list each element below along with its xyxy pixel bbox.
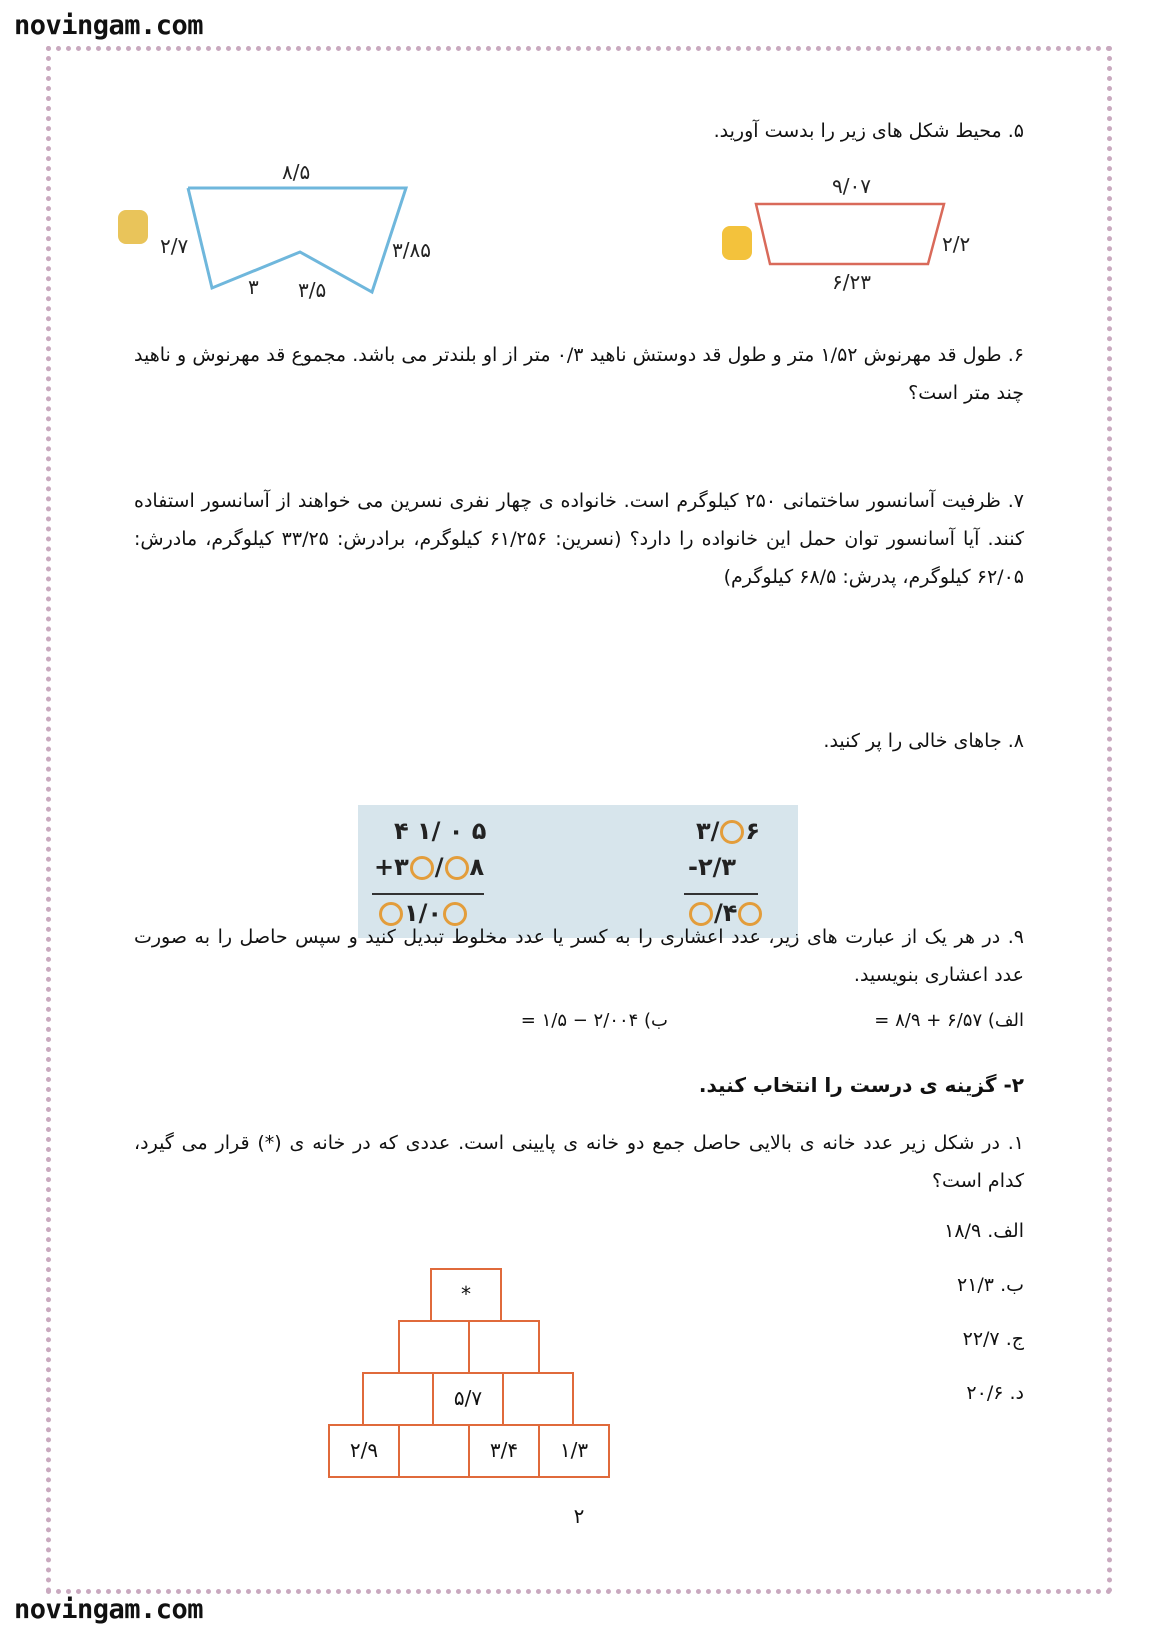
- left-shape-top-label: ۸/۵: [282, 160, 311, 184]
- pyramid-bottom-cell: ۲/۹: [328, 1424, 400, 1478]
- right-minuend: ۳/ ۶: [696, 817, 761, 845]
- left-shape-right-label: ۳/۸۵: [392, 238, 431, 262]
- pyramid-bottom-cell: ۳/۴: [468, 1424, 540, 1478]
- question-8: ۸. جاهای خالی را پر کنید.: [823, 730, 1024, 752]
- section-2-title: ۲- گزینه ی درست را انتخاب کنید.: [698, 1073, 1024, 1097]
- watermark-top: novingam.com: [14, 10, 204, 41]
- right-shape-diagram: [740, 190, 970, 280]
- question-9: ۹. در هر یک از عبارت های زیر، عدد اعشاری را به کسر یا عدد مخلوط تبدیل کنید و سپس حاصل را به صورت عدد اعشاری بنویسید.: [134, 926, 1024, 986]
- option-a: الف. ۱۸/۹: [944, 1220, 1024, 1242]
- right-difference-line: [684, 893, 758, 895]
- right-face-icon: [722, 226, 752, 260]
- left-shape-bottom-left-label: ۳: [248, 275, 259, 299]
- left-addend-1: ۴ ۱/ ۰ ۵: [394, 817, 487, 845]
- right-shape-top-label: ۹/۰۷: [832, 174, 871, 198]
- right-difference: /۴: [688, 899, 763, 927]
- option-d: د. ۲۰/۶: [966, 1382, 1024, 1404]
- pyramid-bottom-cell: [398, 1424, 470, 1478]
- pyramid-row2-cell: [468, 1320, 540, 1374]
- left-sum-line: [372, 893, 484, 895]
- section-2-question-1: ۱. در شکل زیر عدد خانه ی بالایی حاصل جمع دو خانه ی پایینی است. عددی که در خانه ی (*) قرار می گیرد، کدام است؟: [134, 1132, 1024, 1192]
- pyramid-bottom-cell: ۱/۳: [538, 1424, 610, 1478]
- watermark-bottom: novingam.com: [14, 1594, 204, 1625]
- left-sum: ۱/۰: [378, 899, 468, 927]
- question-6: ۶. طول قد مهرنوش ۱/۵۲ متر و طول قد دوستش ناهید ۰/۳ متر از او بلندتر می باشد. مجموع قد مهرنوش و ناهید چند متر است؟: [134, 344, 1024, 404]
- pyramid-row3-cell: [362, 1372, 434, 1426]
- page-number: ۲: [573, 1504, 585, 1528]
- pyramid-row3-cell: ۵/۷: [432, 1372, 504, 1426]
- left-addend-2: +۳ / ۸: [374, 853, 485, 881]
- right-shape-bottom-label: ۶/۲۳: [832, 270, 871, 294]
- left-face-icon: [118, 210, 148, 244]
- pyramid-row3-cell: [502, 1372, 574, 1426]
- right-shape-right-label: ۲/۲: [942, 232, 971, 256]
- q9-part-b: ب) ۲/۰۰۴ − ۱/۵ =: [520, 1010, 668, 1031]
- option-b: ب. ۲۱/۳: [957, 1274, 1024, 1296]
- pyramid-top-cell: *: [430, 1268, 502, 1322]
- option-c: ج. ۲۲/۷: [962, 1328, 1024, 1350]
- q9-part-a: الف) ۶/۵۷ + ۸/۹ =: [874, 1010, 1024, 1031]
- pyramid-row2-cell: [398, 1320, 470, 1374]
- left-shape-bottom-right-label: ۳/۵: [298, 278, 327, 302]
- question-5: ۵. محیط شکل های زیر را بدست آورید.: [713, 120, 1024, 142]
- right-subtrahend: -۲/۳: [688, 853, 737, 881]
- left-shape-left-label: ۲/۷: [160, 234, 189, 258]
- question-7: ۷. ظرفیت آسانسور ساختمانی ۲۵۰ کیلوگرم است. خانواده ی چهار نفری نسرین می خواهند از آسانسور استفاده کنند. آیا آسانسور توان حمل این خانواده را دارد؟ (نسرین: ۶۱/۲۵۶ کیلوگرم، برادرش: ۳۳/۲۵ کیلوگرم، مادرش: ۶۲/۰۵ کیلوگرم، پدرش: ۶۸/۵ کیلوگرم): [134, 490, 1024, 588]
